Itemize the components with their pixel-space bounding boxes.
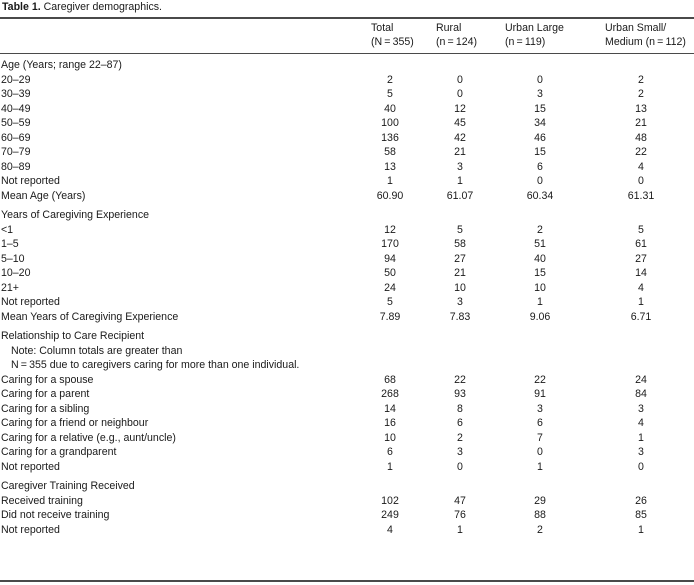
- note-row: [0, 344, 694, 359]
- row-label: Caring for a spouse: [1, 373, 94, 386]
- row-label: Caring for a parent: [1, 388, 90, 400]
- cell-value: 27: [454, 252, 466, 265]
- table-note: N = 355 due to caregivers caring for more than one individual.: [11, 359, 300, 371]
- cell-value: 47: [454, 494, 466, 507]
- cell-value: 12: [454, 102, 466, 115]
- cell-value: 15: [534, 146, 546, 158]
- cell-value: 2: [537, 223, 543, 236]
- cell-value: 48: [635, 131, 647, 144]
- table-row: [0, 174, 694, 189]
- section-header-row: [0, 208, 694, 223]
- cell-value: 94: [384, 252, 396, 265]
- cell-value: 6: [387, 446, 393, 458]
- cell-value: 0: [638, 460, 644, 473]
- cell-value: 84: [635, 388, 647, 400]
- table-row: [0, 131, 694, 146]
- cell-value: 12: [384, 223, 396, 236]
- table-row: [0, 508, 694, 523]
- cell-value: 93: [454, 388, 466, 400]
- cell-value: 40: [534, 252, 546, 265]
- table-caption-label: Table 1.: [2, 1, 41, 13]
- row-label: Did not receive training: [1, 509, 110, 521]
- cell-value: 21: [454, 146, 466, 158]
- row-label: <1: [1, 223, 14, 236]
- table-row: [0, 266, 694, 281]
- table-row: [0, 102, 694, 117]
- cell-value: 8: [457, 402, 463, 415]
- cell-value: 5: [457, 223, 463, 236]
- bottom-rule: [0, 580, 694, 582]
- note-row: [0, 358, 694, 373]
- row-label: 50–59: [1, 117, 31, 129]
- row-label: 1–5: [1, 238, 19, 250]
- table-row: [0, 223, 694, 238]
- row-label: Caring for a grandparent: [1, 446, 117, 458]
- cell-value: 102: [381, 494, 399, 507]
- row-label: 5–10: [1, 252, 25, 265]
- cell-value: 85: [635, 509, 647, 521]
- column-header-total: [371, 21, 414, 49]
- cell-value: 249: [381, 509, 399, 521]
- table-row: [0, 295, 694, 310]
- table-row: [0, 431, 694, 446]
- cell-value: 10: [384, 431, 396, 444]
- cell-value: 1: [537, 460, 543, 473]
- cell-value: 4: [638, 281, 644, 294]
- cell-value: 2: [638, 88, 644, 100]
- table-row: [0, 281, 694, 296]
- row-label: 70–79: [1, 146, 31, 158]
- table-caption: [2, 1, 162, 13]
- column-header-line: Medium (n = 112): [605, 36, 686, 48]
- cell-value: 3: [457, 446, 463, 458]
- cell-value: 268: [381, 388, 399, 400]
- cell-value: 61.07: [446, 189, 474, 202]
- cell-value: 3: [537, 402, 543, 415]
- row-label: Received training: [1, 494, 83, 507]
- section-header: Age (Years; range 22–87): [1, 59, 122, 71]
- cell-value: 5: [638, 223, 644, 236]
- table-row: [0, 145, 694, 160]
- cell-value: 1: [457, 523, 463, 536]
- cell-value: 22: [534, 373, 546, 386]
- cell-value: 136: [381, 131, 399, 144]
- cell-value: 42: [454, 131, 466, 144]
- cell-value: 0: [537, 73, 543, 86]
- cell-value: 16: [384, 417, 396, 429]
- cell-value: 6: [537, 417, 543, 429]
- row-label: Not reported: [1, 175, 60, 187]
- row-label: 30–39: [1, 88, 31, 100]
- column-header-line: (n = 124): [436, 36, 478, 48]
- section-header: Years of Caregiving Experience: [1, 209, 150, 221]
- cell-value: 91: [534, 388, 546, 400]
- cell-value: 10: [534, 281, 546, 294]
- cell-value: 14: [635, 267, 647, 279]
- section-header: Caregiver Training Received: [1, 480, 135, 492]
- cell-value: 1: [638, 296, 644, 308]
- cell-value: 24: [635, 373, 647, 386]
- row-label: 40–49: [1, 102, 31, 115]
- table-row: [0, 387, 694, 402]
- cell-value: 6: [537, 160, 543, 173]
- cell-value: 68: [384, 373, 396, 386]
- cell-value: 61: [635, 238, 647, 250]
- cell-value: 5: [387, 88, 393, 100]
- row-label: 10–20: [1, 267, 31, 279]
- table-row: [0, 402, 694, 417]
- cell-value: 0: [638, 175, 644, 187]
- column-header-line: Urban Small/: [605, 22, 667, 34]
- cell-value: 88: [534, 509, 546, 521]
- column-header-urban-large: [505, 21, 564, 49]
- table-row: [0, 445, 694, 460]
- cell-value: 1: [638, 523, 644, 536]
- column-header-line: (N = 355): [371, 36, 414, 48]
- section-header-row: [0, 479, 694, 494]
- cell-value: 60.90: [376, 189, 404, 202]
- table-row: [0, 160, 694, 175]
- row-label: 80–89: [1, 160, 31, 173]
- row-label: 20–29: [1, 73, 31, 86]
- column-header-line: Total: [371, 22, 394, 34]
- cell-value: 26: [635, 494, 647, 507]
- cell-value: 22: [454, 373, 466, 386]
- table-row: [0, 310, 694, 325]
- row-label: 21+: [1, 281, 19, 294]
- table-row: [0, 189, 694, 204]
- cell-value: 3: [638, 402, 644, 415]
- table-row: [0, 373, 694, 388]
- top-rule: [0, 17, 694, 19]
- cell-value: 21: [635, 117, 647, 129]
- cell-value: 13: [635, 102, 647, 115]
- cell-value: 0: [457, 73, 463, 86]
- table-note: Note: Column totals are greater than: [11, 344, 183, 357]
- cell-value: 6.71: [630, 310, 652, 323]
- cell-value: 3: [638, 446, 644, 458]
- row-label: Caring for a friend or neighbour: [1, 417, 149, 429]
- cell-value: 2: [457, 431, 463, 444]
- cell-value: 4: [638, 160, 644, 173]
- row-label: Caring for a sibling: [1, 402, 90, 415]
- table-row: [0, 252, 694, 267]
- table-caption-text: Caregiver demographics.: [43, 1, 162, 13]
- table-row: [0, 116, 694, 131]
- row-label: Not reported: [1, 523, 60, 536]
- table-row: [0, 416, 694, 431]
- cell-value: 2: [537, 523, 543, 536]
- cell-value: 58: [454, 238, 466, 250]
- cell-value: 6: [457, 417, 463, 429]
- cell-value: 0: [537, 446, 543, 458]
- cell-value: 100: [381, 117, 399, 129]
- cell-value: 3: [457, 296, 463, 308]
- column-header-urban-small-medium: [605, 21, 686, 49]
- cell-value: 27: [635, 252, 647, 265]
- cell-value: 76: [454, 509, 466, 521]
- cell-value: 170: [381, 238, 399, 250]
- table-row: [0, 73, 694, 88]
- table-row: [0, 237, 694, 252]
- cell-value: 7: [537, 431, 543, 444]
- cell-value: 34: [534, 117, 546, 129]
- table-row: [0, 87, 694, 102]
- cell-value: 51: [534, 238, 546, 250]
- cell-value: 22: [635, 146, 647, 158]
- cell-value: 46: [534, 131, 546, 144]
- table-row: [0, 460, 694, 475]
- row-label: Not reported: [1, 296, 60, 308]
- cell-value: 1: [537, 296, 543, 308]
- header-rule: [0, 53, 694, 54]
- row-label: Mean Age (Years): [1, 189, 86, 202]
- cell-value: 29: [534, 494, 546, 507]
- cell-value: 4: [387, 523, 393, 536]
- section-header-row: [0, 58, 694, 73]
- cell-value: 9.06: [529, 310, 551, 323]
- cell-value: 15: [534, 102, 546, 115]
- cell-value: 1: [638, 431, 644, 444]
- cell-value: 7.89: [379, 310, 401, 323]
- cell-value: 5: [387, 296, 393, 308]
- cell-value: 4: [638, 417, 644, 429]
- section-header: Relationship to Care Recipient: [1, 330, 145, 342]
- cell-value: 15: [534, 267, 546, 279]
- cell-value: 14: [384, 402, 396, 415]
- cell-value: 61.31: [627, 189, 655, 202]
- cell-value: 40: [384, 102, 396, 115]
- cell-value: 2: [638, 73, 644, 86]
- table-row: [0, 494, 694, 509]
- row-label: Not reported: [1, 460, 60, 473]
- cell-value: 3: [537, 88, 543, 100]
- cell-value: 0: [457, 88, 463, 100]
- cell-value: 0: [457, 460, 463, 473]
- cell-value: 3: [457, 160, 463, 173]
- cell-value: 1: [457, 175, 463, 187]
- cell-value: 45: [454, 117, 466, 129]
- row-label: Caring for a relative (e.g., aunt/uncle): [1, 431, 176, 444]
- cell-value: 21: [454, 267, 466, 279]
- column-header-line: (n = 119): [505, 36, 546, 48]
- table-row: [0, 523, 694, 538]
- column-header-rural: [436, 21, 477, 49]
- section-header-row: [0, 329, 694, 344]
- cell-value: 7.83: [449, 310, 471, 323]
- row-label: Mean Years of Caregiving Experience: [1, 310, 179, 323]
- cell-value: 13: [384, 160, 396, 173]
- column-header-line: Urban Large: [505, 22, 564, 34]
- cell-value: 1: [387, 460, 393, 473]
- row-label: 60–69: [1, 131, 31, 144]
- cell-value: 2: [387, 73, 393, 86]
- cell-value: 10: [454, 281, 466, 294]
- cell-value: 58: [384, 146, 396, 158]
- cell-value: 24: [384, 281, 396, 294]
- cell-value: 50: [384, 267, 396, 279]
- cell-value: 60.34: [526, 189, 554, 202]
- column-header-line: Rural: [436, 22, 462, 34]
- cell-value: 0: [537, 175, 543, 187]
- cell-value: 1: [387, 175, 393, 187]
